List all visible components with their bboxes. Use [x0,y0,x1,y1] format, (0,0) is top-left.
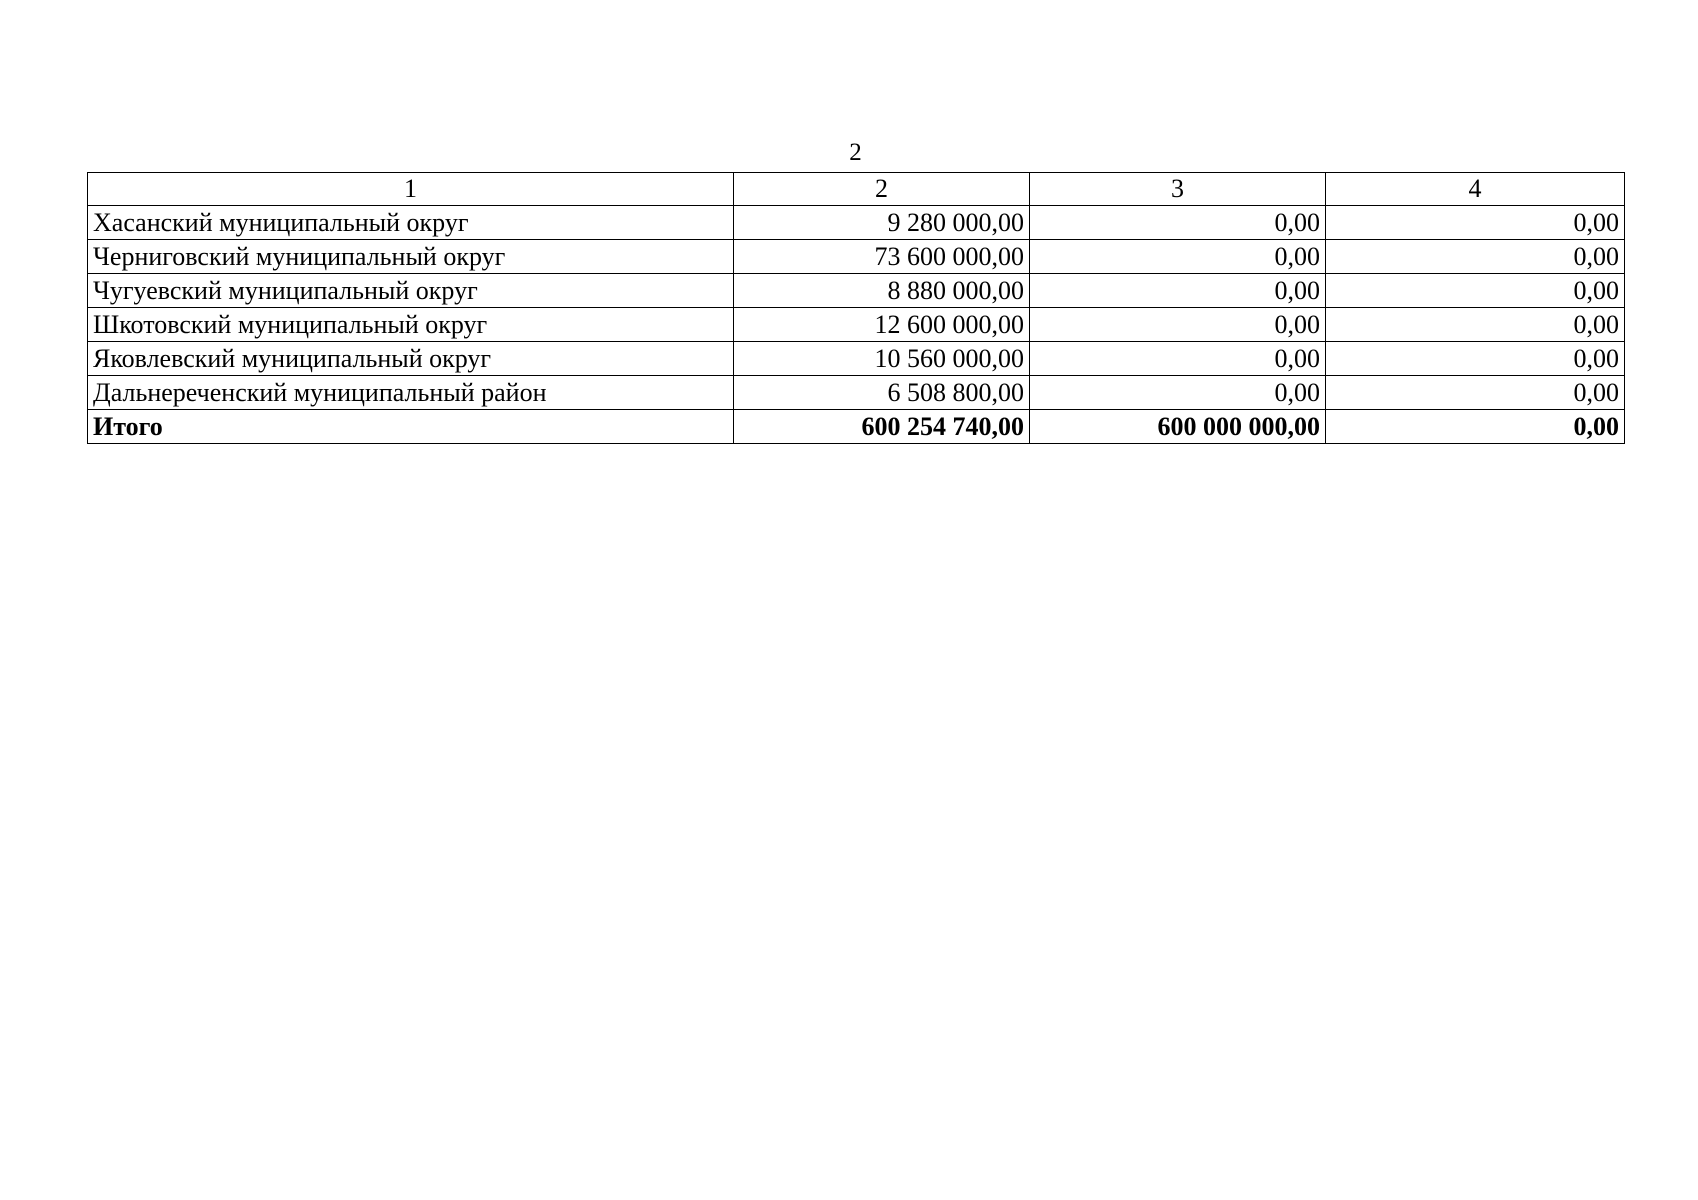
table-row [88,376,1625,410]
municipality-name: Черниговский муниципальный округ [88,240,734,274]
municipality-name: Дальнереченский муниципальный район [88,376,734,410]
table-row [88,308,1625,342]
municipality-name: Хасанский муниципальный округ [88,206,734,240]
municipality-name: Чугуевский муниципальный округ [88,274,734,308]
amount-cell: 0,00 [1030,240,1326,274]
table-row [88,342,1625,376]
amount-cell: 0,00 [1030,376,1326,410]
amount-cell: 9 280 000,00 [734,206,1030,240]
table-row [88,206,1625,240]
amount-cell: 12 600 000,00 [734,308,1030,342]
total-amount: 600 000 000,00 [1030,410,1326,444]
column-header: 2 [734,173,1030,206]
budget-table [87,172,1625,444]
table-row [88,274,1625,308]
amount-cell: 0,00 [1030,274,1326,308]
amount-cell: 0,00 [1326,206,1625,240]
amount-cell: 0,00 [1326,274,1625,308]
amount-cell: 0,00 [1326,342,1625,376]
amount-cell: 0,00 [1030,342,1326,376]
page-number: 2 [849,139,862,166]
amount-cell: 8 880 000,00 [734,274,1030,308]
column-header: 4 [1326,173,1625,206]
total-row [88,410,1625,444]
amount-cell: 0,00 [1326,308,1625,342]
table-row [88,240,1625,274]
amount-cell: 10 560 000,00 [734,342,1030,376]
amount-cell: 0,00 [1030,206,1326,240]
table-header-row [88,173,1625,206]
column-header: 1 [88,173,734,206]
amount-cell: 0,00 [1326,240,1625,274]
municipality-name: Шкотовский муниципальный округ [88,308,734,342]
municipality-name: Яковлевский муниципальный округ [88,342,734,376]
amount-cell: 0,00 [1326,376,1625,410]
total-amount: 0,00 [1326,410,1625,444]
total-amount: 600 254 740,00 [734,410,1030,444]
amount-cell: 6 508 800,00 [734,376,1030,410]
total-label: Итого [88,410,734,444]
amount-cell: 0,00 [1030,308,1326,342]
amount-cell: 73 600 000,00 [734,240,1030,274]
column-header: 3 [1030,173,1326,206]
